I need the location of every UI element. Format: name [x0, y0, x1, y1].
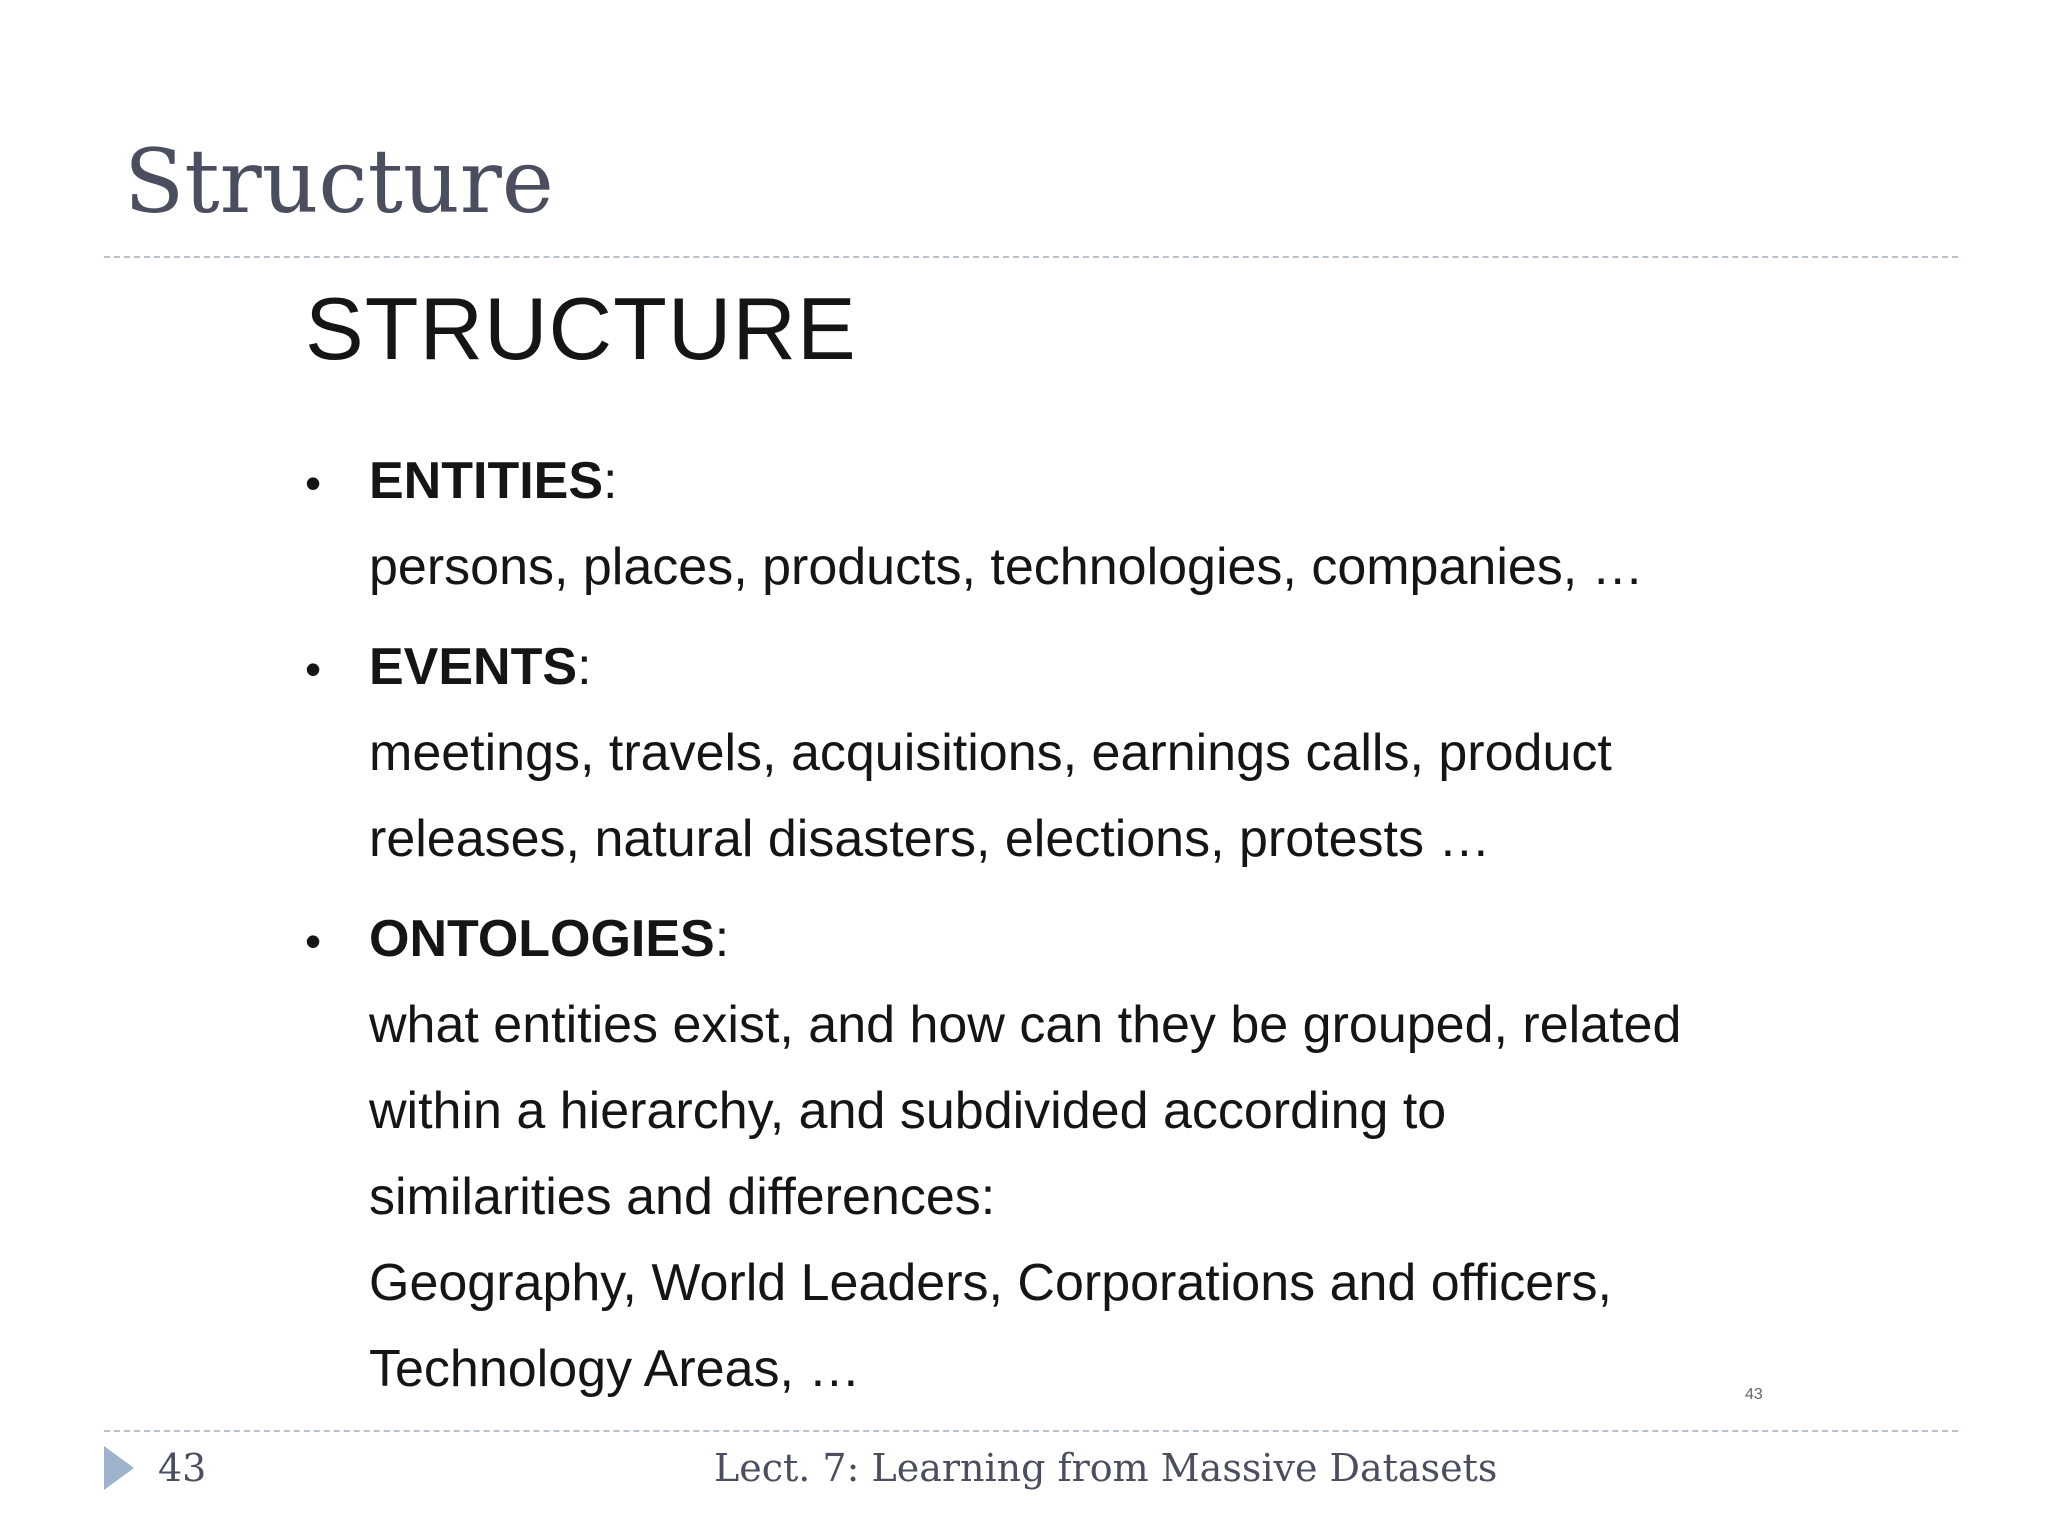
bullet-text-line: within a hierarchy, and subdivided according to [369, 1082, 1447, 1140]
content-heading: STRUCTURE [305, 279, 857, 378]
bullet-text-line: persons, places, products, technologies, companies, … [369, 538, 1644, 596]
footer-page-number: 43 [158, 1446, 207, 1490]
footer-title: Lect. 7: Learning from Massive Datasets [714, 1446, 1498, 1490]
bullet-term: ENTITIES: [369, 452, 618, 510]
bullet-text-line: similarities and differences: [369, 1168, 996, 1226]
embedded-page-marker: 43 [1745, 1386, 1763, 1403]
play-arrow-icon [104, 1446, 134, 1490]
bullet-text-line: Technology Areas, … [369, 1340, 861, 1398]
footer-divider [104, 1430, 1958, 1432]
bullet-marker: • [305, 643, 322, 695]
bullet-text-line: releases, natural disasters, elections, protests … [369, 810, 1491, 868]
bullet-text-line: meetings, travels, acquisitions, earnings calls, product [369, 724, 1612, 782]
bullet-text-line: what entities exist, and how can they be grouped, related [369, 996, 1682, 1054]
bullet-events [305, 636, 1865, 882]
bullet-entities [305, 450, 1865, 610]
slide-title: Structure [124, 130, 554, 233]
bullet-marker: • [305, 915, 322, 967]
bullet-marker: • [305, 457, 322, 509]
title-divider [104, 256, 1958, 258]
bullet-text-line: Geography, World Leaders, Corporations and officers, [369, 1254, 1612, 1312]
bullet-term: EVENTS: [369, 638, 592, 696]
bullet-ontologies [305, 908, 1865, 1412]
bullet-term: ONTOLOGIES: [369, 910, 730, 968]
slide-content-image [305, 276, 1865, 1406]
